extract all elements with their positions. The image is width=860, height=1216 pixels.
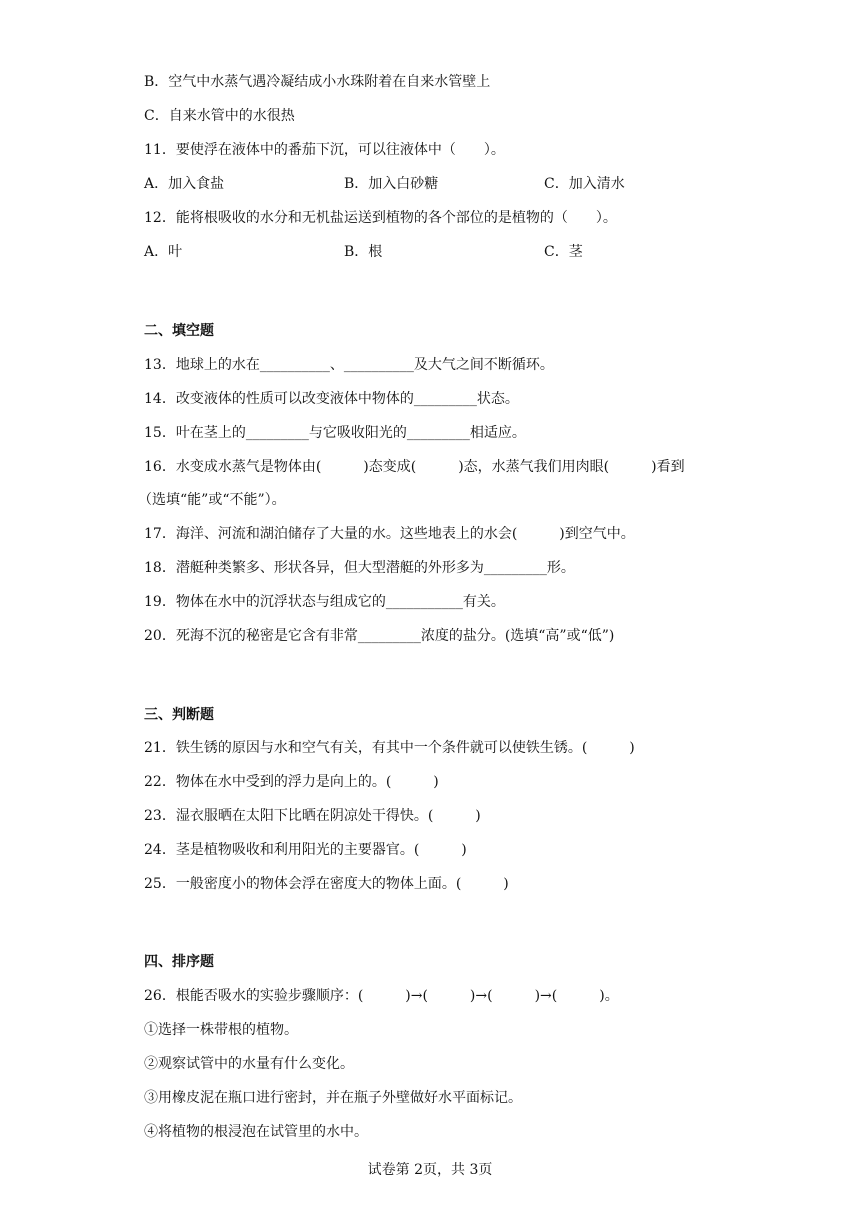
q11-option-b: B．加入白砂糖 [344, 176, 439, 192]
section-title-fill-in: 二、填空题 [144, 323, 214, 339]
question-16: 16．水变成水蒸气是物体由( )态变成( )态，水蒸气我们用肉眼( )看到 [144, 459, 685, 475]
step-1: ①选择一株带根的植物。 [144, 1022, 298, 1038]
question-23: 23．湿衣服晒在太阳下比晒在阴凉处干得快。( ) [144, 808, 481, 824]
question-12: 12．能将根吸收的水分和无机盐运送到植物的各个部位的是植物的（ ）。 [144, 210, 617, 226]
page-footer: 试卷第 2页，共 3页 [367, 1162, 493, 1178]
step-4: ④将植物的根浸泡在试管里的水中。 [144, 1124, 368, 1140]
question-15: 15．叶在茎上的_________与它吸收阳光的_________相适应。 [144, 425, 526, 441]
question-24: 24．茎是植物吸收和利用阳光的主要器官。( ) [144, 842, 467, 858]
question-26: 26．根能否吸水的实验步骤顺序：( )→( )→( )→( )。 [144, 988, 619, 1004]
q11-option-c: C．加入清水 [544, 176, 625, 192]
q12-option-b: B．根 [344, 244, 383, 260]
question-22: 22．物体在水中受到的浮力是向上的。( ) [144, 774, 439, 790]
question-20: 20．死海不沉的秘密是它含有非常_________浓度的盐分。(选填“高”或“低”) [144, 628, 615, 644]
question-14: 14．改变液体的性质可以改变液体中物体的_________状态。 [144, 391, 519, 407]
question-17: 17．海洋、河流和湖泊储存了大量的水。这些地表上的水会( )到空气中。 [144, 526, 635, 542]
question-21: 21．铁生锈的原因与水和空气有关，有其中一个条件就可以使铁生锈。( ) [144, 740, 635, 756]
question-16-continuation: （选填“能”或“不能”）。 [138, 492, 286, 508]
q10-option-b: B．空气中水蒸气遇冷凝结成小水珠附着在自来水管壁上 [144, 74, 491, 90]
q12-option-a: A．叶 [144, 244, 183, 260]
q10-option-c: C．自来水管中的水很热 [144, 108, 295, 124]
section-title-true-false: 三、判断题 [144, 707, 214, 723]
section-title-ordering: 四、排序题 [144, 954, 214, 970]
question-25: 25．一般密度小的物体会浮在密度大的物体上面。( ) [144, 876, 509, 892]
step-2: ②观察试管中的水量有什么变化。 [144, 1056, 354, 1072]
question-18: 18．潜艇种类繁多、形状各异，但大型潜艇的外形多为_________形。 [144, 560, 575, 576]
q12-option-c: C．茎 [544, 244, 583, 260]
question-11: 11．要使浮在液体中的番茄下沉，可以往液体中（ ）。 [144, 142, 505, 158]
step-3: ③用橡皮泥在瓶口进行密封，并在瓶子外壁做好水平面标记。 [144, 1090, 522, 1106]
q11-option-a: A．加入食盐 [144, 176, 225, 192]
question-13: 13．地球上的水在__________、__________及大气之间不断循环。 [144, 357, 554, 373]
question-19: 19．物体在水中的沉浮状态与组成它的___________有关。 [144, 594, 505, 610]
